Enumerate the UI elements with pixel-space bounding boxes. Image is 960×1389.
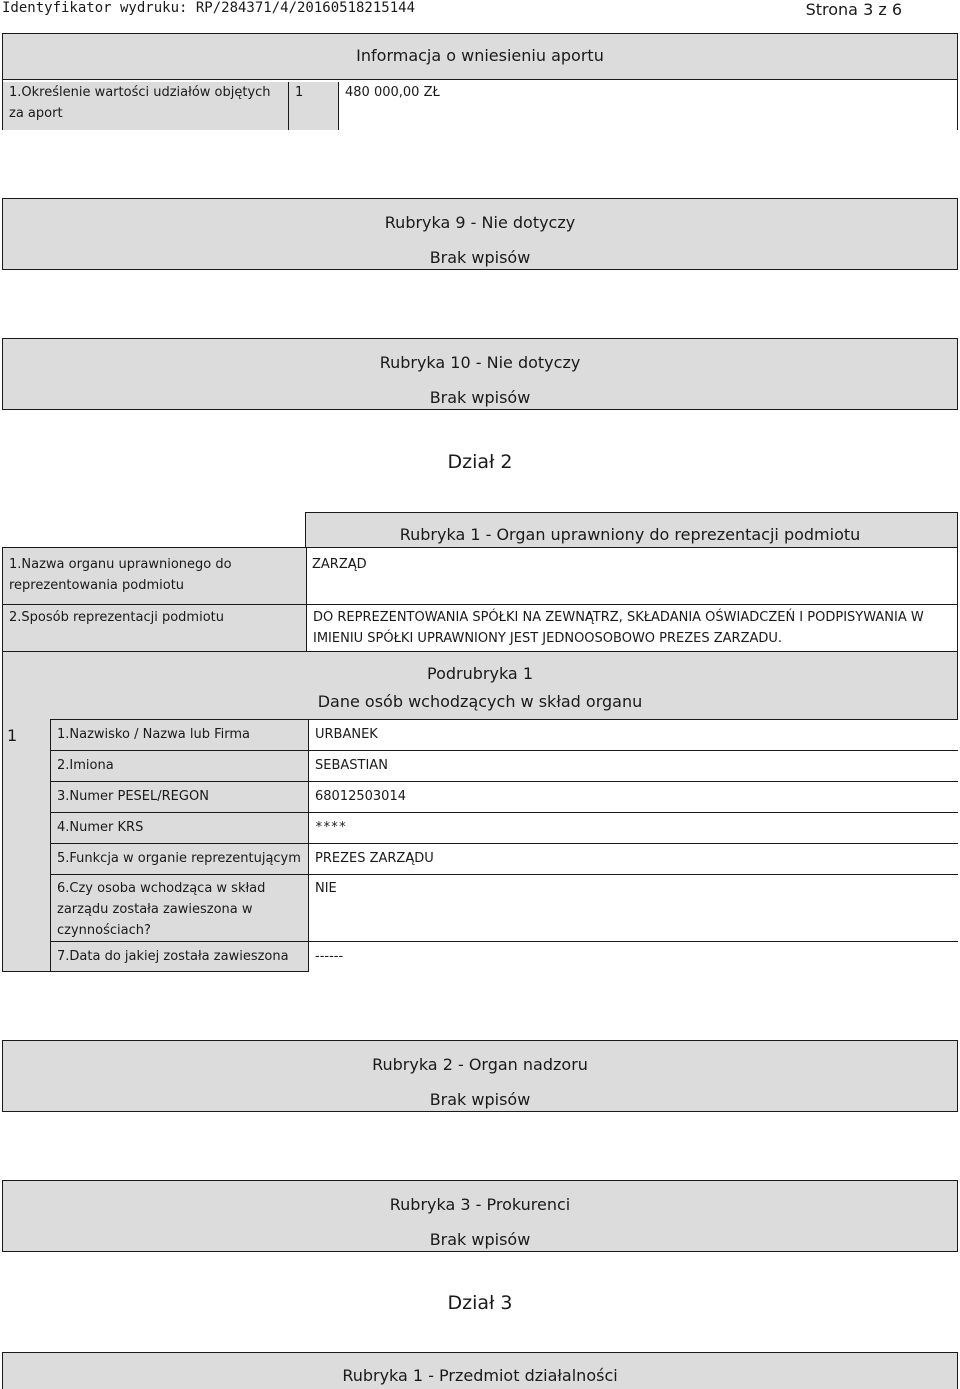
podrubryka-1-title: Podrubryka 1 xyxy=(427,664,533,683)
podrubryka-1-subtitle: Dane osób wchodzących w skład organu xyxy=(317,692,643,711)
person-firstname-value: SEBASTIAN xyxy=(315,758,388,773)
person-function-label: 5.Funkcja w organie reprezentującym xyxy=(57,851,301,866)
organ-name-label: 1.Nazwa organu uprawnionego do reprezentowania podmiotu xyxy=(3,548,306,604)
rubryka-9-title: Rubryka 9 - Nie dotyczy xyxy=(384,213,576,232)
rubryka-9-empty: Brak wpisów xyxy=(429,248,531,267)
print-identifier: Identyfikator wydruku: RP/284371/4/20160518215144 xyxy=(2,0,416,16)
rubryka-2 xyxy=(2,1040,958,1112)
person-pesel-value: 68012503014 xyxy=(315,789,406,804)
representation-value: DO REPREZENTOWANIA SPÓŁKI NA ZEWNĄTRZ, SKŁADANIA OŚWIADCZEŃ I PODPISYWANIA W IMIENIU SPÓŁKI UPRAWNIONY JEST JEDNOOSOBOWO PREZES ZARZADU. xyxy=(313,610,924,646)
person-pesel-label: 3.Numer PESEL/REGON xyxy=(57,789,209,804)
rubryka-3-title: Rubryka 3 - Prokurenci xyxy=(389,1195,571,1214)
aport-label: 1.Określenie wartości udziałów objętych za aport xyxy=(3,82,289,130)
rubryka-10-empty: Brak wpisów xyxy=(429,388,531,407)
rubryka-1-organ-fields xyxy=(2,547,958,652)
person-firstname-label: 2.Imiona xyxy=(57,758,114,773)
rubryka-3-empty: Brak wpisów xyxy=(429,1230,531,1249)
person-suspended-value: NIE xyxy=(315,881,337,896)
page-number: Strona 3 z 6 xyxy=(805,0,902,19)
dzial-2-title: Dział 2 xyxy=(447,451,513,473)
rubryka-1-organ-title: Rubryka 1 - Organ uprawniony do reprezentacji podmiotu xyxy=(399,525,861,544)
dzial-3-title: Dział 3 xyxy=(447,1292,513,1314)
person-table xyxy=(50,719,958,972)
rubryka-1-przedmiot xyxy=(2,1352,958,1389)
person-function-value: PREZES ZARZĄDU xyxy=(315,851,434,866)
rubryka-10 xyxy=(2,338,958,410)
aport-index: 1 xyxy=(289,82,339,130)
aport-section xyxy=(2,33,958,130)
organ-name-value: ZARZĄD xyxy=(312,557,367,572)
rubryka-1-przedmiot-title: Rubryka 1 - Przedmiot działalności xyxy=(342,1366,618,1385)
aport-row xyxy=(3,79,957,130)
person-suspended-label: 6.Czy osoba wchodząca w skład zarządu została zawieszona w czynnościach? xyxy=(57,881,266,938)
podrubryka-1 xyxy=(2,651,958,972)
person-suspension-date-label: 7.Data do jakiej została zawieszona xyxy=(57,949,289,964)
rubryka-10-title: Rubryka 10 - Nie dotyczy xyxy=(379,353,581,372)
aport-title: Informacja o wniesieniu aportu xyxy=(356,46,604,65)
person-index: 1 xyxy=(7,726,18,745)
rubryka-3 xyxy=(2,1180,958,1252)
person-surname-value: URBANEK xyxy=(315,727,378,742)
rubryka-2-title: Rubryka 2 - Organ nadzoru xyxy=(372,1055,588,1074)
person-surname-label: 1.Nazwisko / Nazwa lub Firma xyxy=(57,727,250,742)
person-suspension-date-value: ------ xyxy=(315,949,344,964)
person-krs-value: **** xyxy=(315,820,347,835)
person-krs-label: 4.Numer KRS xyxy=(57,820,144,835)
representation-label: 2.Sposób reprezentacji podmiotu xyxy=(3,605,306,651)
rubryka-2-empty: Brak wpisów xyxy=(429,1090,531,1109)
aport-value: 480 000,00 ZŁ xyxy=(345,85,440,100)
rubryka-1-organ-header xyxy=(305,512,958,548)
rubryka-9 xyxy=(2,198,958,270)
